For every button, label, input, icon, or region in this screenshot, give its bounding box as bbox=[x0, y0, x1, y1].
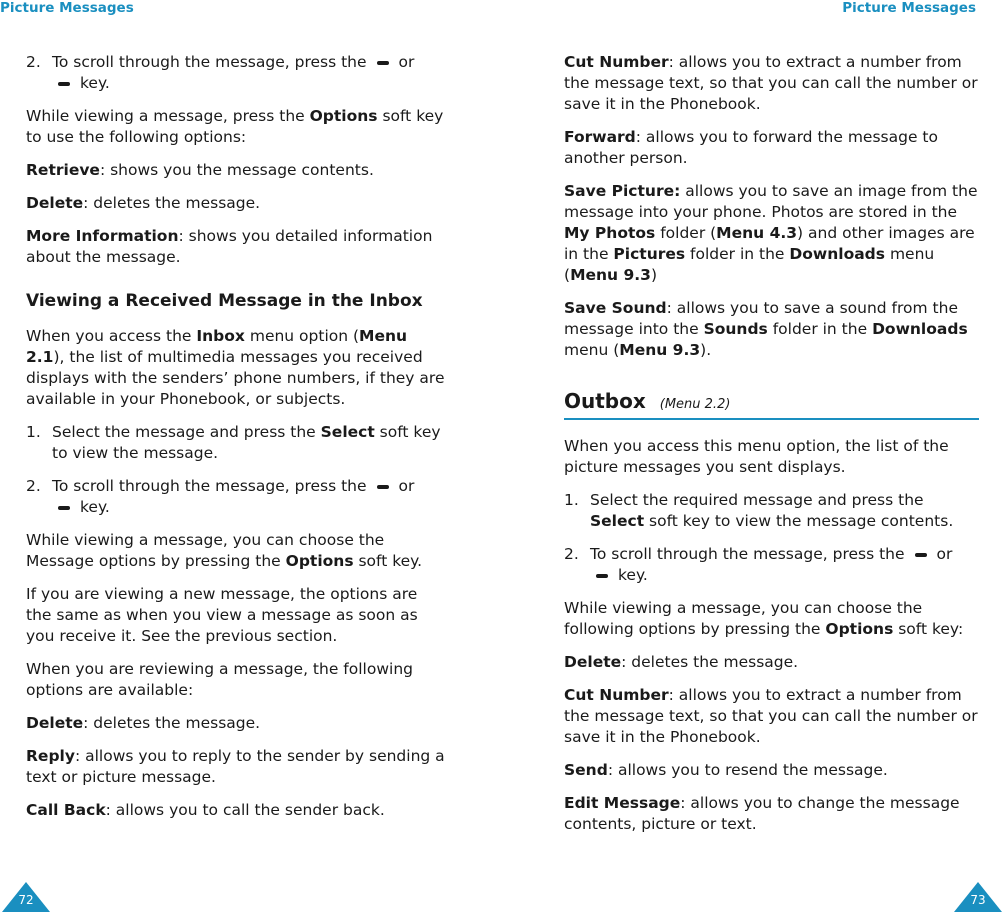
option-reply: Reply: allows you to reply to the sender by sending a text or picture message. bbox=[26, 747, 445, 786]
option-call-back: Call Back: allows you to call the sender back. bbox=[26, 801, 385, 819]
option-save-sound: Save Sound: allows you to save a sound from the message into the Sounds folder in the Downloads menu (Menu 9.3). bbox=[564, 299, 968, 359]
outbox-title: Outbox bbox=[564, 389, 646, 413]
page-number-right bbox=[954, 882, 1002, 912]
inbox-paragraph: When you access the Inbox menu option (Menu 2.1), the list of multimedia messages you received displays with the senders’ phone numbers, if they are available in your Phonebook, or subjects. bbox=[26, 327, 445, 408]
key-up-icon bbox=[377, 485, 389, 489]
option-delete: Delete: deletes the message. bbox=[26, 714, 261, 732]
option-retrieve: Retrieve: shows you the message contents. bbox=[26, 161, 374, 179]
scroll-step bbox=[26, 52, 446, 94]
section-heading-inbox: Viewing a Received Message in the Inbox bbox=[26, 291, 423, 311]
reviewing-paragraph: When you are reviewing a message, the following options are available: bbox=[26, 660, 413, 699]
key-up-icon bbox=[915, 553, 927, 557]
left-running-header: Picture Messages bbox=[0, 0, 134, 16]
option-delete: Delete: deletes the message. bbox=[564, 653, 799, 671]
select-step: 1. Select the required message and press the Select soft key to view the message contents. bbox=[564, 491, 954, 530]
step-number: 2. bbox=[26, 477, 41, 495]
key-up-icon bbox=[377, 61, 389, 65]
option-save-picture: Save Picture: allows you to save an image from the message into your phone. Photos are stored in the My Photos folder (Menu 4.3) and other images are in the Pictures folder in the Downloads menu (Menu 9.3) bbox=[564, 182, 978, 284]
left-column bbox=[26, 52, 446, 833]
key-down-icon bbox=[58, 82, 70, 86]
outbox-menu-ref: (Menu 2.2) bbox=[659, 397, 731, 412]
key-down-icon bbox=[58, 506, 70, 510]
right-running-header: Picture Messages bbox=[842, 0, 976, 16]
option-cut-number: Cut Number: allows you to extract a number from the message text, so that you can call the number or save it in the Phonebook. bbox=[564, 53, 978, 113]
choose-options-paragraph: While viewing a message, you can choose the Message options by pressing the Options soft key. bbox=[26, 531, 423, 570]
option-cut-number: Cut Number: allows you to extract a number from the message text, so that you can call the number or save it in the Phonebook. bbox=[564, 686, 978, 746]
choose-options-paragraph: While viewing a message, you can choose the following options by pressing the Options soft key: bbox=[564, 599, 964, 638]
page-number-left-text: 72 bbox=[18, 893, 34, 907]
option-delete: Delete: deletes the message. bbox=[26, 194, 261, 212]
option-more-information: More Information: shows you detailed information about the message. bbox=[26, 227, 433, 266]
options-paragraph: While viewing a message, press the Options soft key to use the following options: bbox=[26, 107, 444, 146]
key-down-icon bbox=[596, 574, 608, 578]
step-or: or bbox=[398, 53, 415, 71]
scroll-step: 2. To scroll through the message, press the or key. bbox=[26, 477, 415, 516]
select-step: 1. Select the message and press the Select soft key to view the message. bbox=[26, 423, 441, 462]
step-text-end: key. bbox=[80, 74, 110, 92]
option-forward: Forward: allows you to forward the message to another person. bbox=[564, 128, 938, 167]
page-number-right-text: 73 bbox=[970, 893, 986, 907]
step-number: 1. bbox=[564, 491, 579, 509]
step-text: To scroll through the message, press the bbox=[52, 53, 367, 71]
page-number-left bbox=[2, 882, 50, 912]
step-number: 1. bbox=[26, 423, 41, 441]
option-send: Send: allows you to resend the message. bbox=[564, 761, 888, 779]
outbox-heading bbox=[564, 391, 979, 420]
scroll-step: 2. To scroll through the message, press the or key. bbox=[564, 545, 953, 584]
right-column bbox=[564, 52, 979, 847]
new-message-paragraph: If you are viewing a new message, the options are the same as when you view a message as soon as you receive it. See the previous section. bbox=[26, 585, 418, 645]
step-number: 2. bbox=[564, 545, 579, 563]
step-number: 2. bbox=[26, 53, 41, 71]
option-edit-message: Edit Message: allows you to change the message contents, picture or text. bbox=[564, 794, 960, 833]
outbox-access-paragraph: When you access this menu option, the list of the picture messages you sent displays. bbox=[564, 437, 949, 476]
